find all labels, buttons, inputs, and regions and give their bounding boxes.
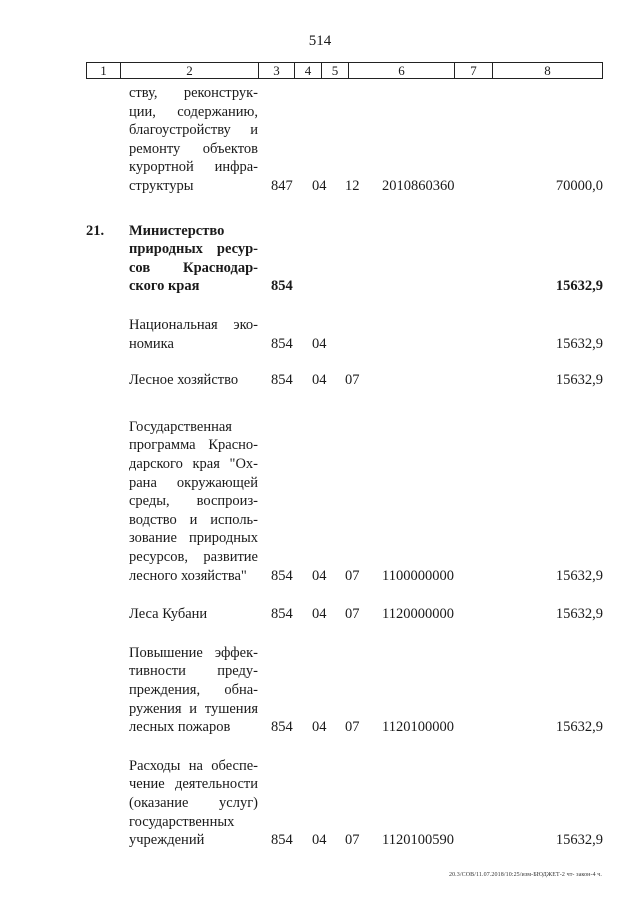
row-name-line: преждения, обна- xyxy=(129,681,258,698)
cell-target-article: 2010860360 xyxy=(382,178,455,194)
cell-amount: 15632,9 xyxy=(555,335,603,352)
row-name-line: среды, воспроиз- xyxy=(129,493,258,510)
row-name-line: ружения и тушения xyxy=(129,700,258,717)
row-name-line: лесных пожаров xyxy=(129,719,231,736)
cell-amount: 15632,9 xyxy=(555,567,603,584)
page-number: 514 xyxy=(308,33,332,49)
cell-section: 04 xyxy=(312,606,327,623)
table-row xyxy=(86,644,603,737)
row-name-line: ции, содержанию, xyxy=(129,103,258,120)
row-name-line: тивности преду- xyxy=(129,663,258,680)
row-name-line: номика xyxy=(129,335,174,352)
table-row xyxy=(86,757,603,850)
row-name-line: курортной инфра- xyxy=(129,159,258,176)
cell-section: 04 xyxy=(312,719,327,736)
row-name-line: природных ресур- xyxy=(129,241,258,258)
cell-admin-code: 854 xyxy=(271,606,293,623)
row-number: 21. xyxy=(86,222,105,239)
row-name-line: Повышение эффек- xyxy=(129,644,258,661)
row-name-line: Расходы на обеспе- xyxy=(129,757,258,774)
row-name-line: ству, реконструк- xyxy=(129,85,258,101)
column-header-5: 5 xyxy=(322,63,349,78)
row-name-line: зование природных xyxy=(129,530,258,547)
column-header-8: 8 xyxy=(544,63,551,78)
row-name-line: ресурсов, развитие xyxy=(129,548,258,565)
column-header-3: 3 xyxy=(259,63,295,78)
row-name-line: дарского края "Ох- xyxy=(129,455,258,472)
column-header-1: 1 xyxy=(87,63,121,78)
cell-section: 04 xyxy=(312,832,327,849)
row-name xyxy=(129,371,258,390)
row-name-line: Леса Кубани xyxy=(129,606,208,623)
row-name xyxy=(129,316,258,353)
row-name-line: Министерство xyxy=(129,222,225,239)
row-name-line: ремонту объектов xyxy=(129,140,258,157)
cell-section: 04 xyxy=(312,567,327,584)
row-name-line: структуры xyxy=(129,177,194,194)
row-name-line: Лесное хозяйство xyxy=(129,372,239,389)
row-name-line: благоустройству и xyxy=(129,122,258,139)
cell-amount: 15632,9 xyxy=(555,719,603,736)
cell-target-article: 1120100000 xyxy=(382,719,454,736)
row-name xyxy=(129,644,258,737)
budget-table-body xyxy=(86,84,603,850)
cell-subsection: 07 xyxy=(345,372,360,389)
row-name-line: программа Красно- xyxy=(129,437,258,454)
cell-amount: 15632,9 xyxy=(555,372,603,389)
cell-section: 04 xyxy=(312,372,327,389)
row-name-line: чение деятельности xyxy=(129,776,258,793)
row-name-line: (оказание услуг) xyxy=(129,794,258,811)
cell-subsection: 12 xyxy=(345,178,360,194)
table-row xyxy=(86,371,603,390)
cell-subsection: 07 xyxy=(345,719,360,736)
cell-target-article: 1120100590 xyxy=(382,832,454,849)
cell-admin-code: 847 xyxy=(271,178,293,194)
table-row xyxy=(86,316,603,353)
column-header-4: 4 xyxy=(295,63,322,78)
row-name-line: рана окружающей xyxy=(129,474,258,491)
column-header-7: 7 xyxy=(455,63,493,78)
row-name-line: водство и исполь- xyxy=(129,511,258,528)
cell-admin-code: 854 xyxy=(271,278,293,295)
cell-target-article: 1100000000 xyxy=(382,567,454,584)
cell-amount: 70000,0 xyxy=(555,178,603,194)
cell-subsection: 07 xyxy=(345,606,360,623)
cell-section: 04 xyxy=(312,178,327,194)
cell-admin-code: 854 xyxy=(271,832,293,849)
cell-admin-code: 854 xyxy=(271,719,293,736)
cell-amount: 15632,9 xyxy=(555,278,603,295)
row-name-line: лесного хозяйства" xyxy=(129,567,247,584)
row-name xyxy=(129,84,258,196)
column-header-2: 2 xyxy=(121,63,259,78)
row-name-line: Национальная эко- xyxy=(129,316,258,333)
row-name-line: учреждений xyxy=(129,832,205,849)
cell-target-article: 1120000000 xyxy=(382,606,454,623)
row-name-line: Государственная xyxy=(129,418,232,435)
row-name xyxy=(129,757,258,850)
cell-amount: 15632,9 xyxy=(555,832,603,849)
cell-admin-code: 854 xyxy=(271,335,293,352)
cell-subsection: 07 xyxy=(345,567,360,584)
row-name xyxy=(129,418,258,585)
column-header-6: 6 xyxy=(349,63,455,78)
table-row xyxy=(86,84,603,196)
cell-amount: 15632,9 xyxy=(555,606,603,623)
row-name-line: ского края xyxy=(129,278,200,295)
table-row xyxy=(86,418,603,585)
row-name-line: государственных xyxy=(129,813,235,830)
cell-admin-code: 854 xyxy=(271,372,293,389)
row-name-line: сов Краснодар- xyxy=(129,259,258,276)
footer-document-code: 20.3/СОВ/11.07.2018/10:25/изм-БЮДЖЕТ-2 чт- закон-4 ч. xyxy=(448,872,602,878)
row-name xyxy=(129,222,258,296)
cell-section: 04 xyxy=(312,335,327,352)
cell-admin-code: 854 xyxy=(271,567,293,584)
table-row xyxy=(86,222,603,296)
table-row xyxy=(86,605,603,624)
row-name xyxy=(129,605,258,624)
column-header-row xyxy=(86,62,603,79)
cell-subsection: 07 xyxy=(345,832,360,849)
